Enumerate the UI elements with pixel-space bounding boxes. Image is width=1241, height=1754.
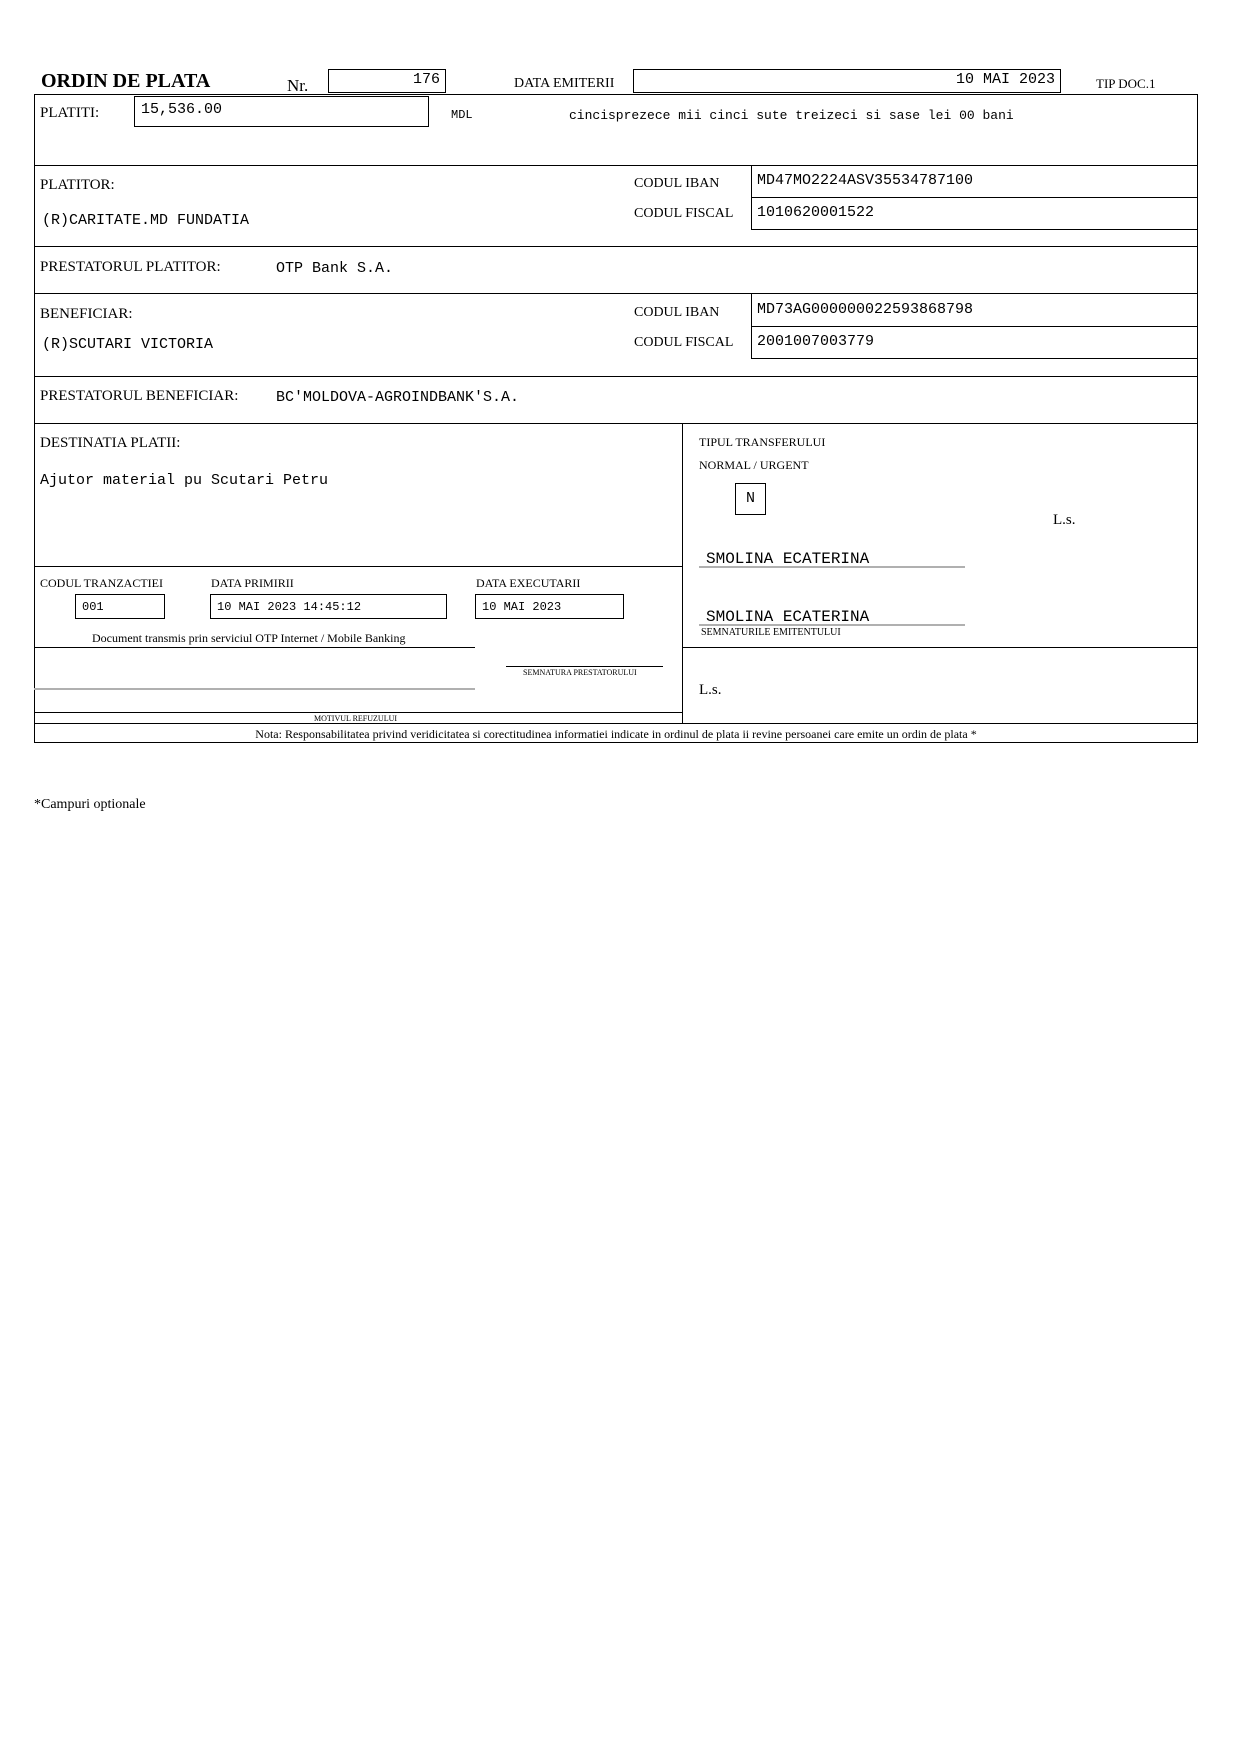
stamp-place-bottom: L.s. [699,682,722,698]
currency: MDL [451,108,473,122]
beneficiary-fiscal-label: CODUL FISCAL [634,335,734,350]
transfer-type-label: TIPUL TRANSFERULUI [699,435,826,449]
refusal-reason-label: MOTIVUL REFUZULUI [314,714,398,723]
beneficiary-iban-label: CODUL IBAN [634,305,720,320]
payer-iban-value: MD47MO2224ASV35534787100 [757,172,974,189]
payer-provider-label: PRESTATORUL PLATITOR: [40,259,221,275]
payer-fiscal-label: CODUL FISCAL [634,206,734,221]
issuer-signature-2: SMOLINA ECATERINA [706,608,870,626]
issue-date-label: DATA EMITERII [514,76,615,91]
provider-signature-label: SEMNATURA PRESTATORULUI [523,668,637,677]
transaction-code-value: 001 [82,600,104,614]
form-frame [34,94,1198,724]
amount-value: 15,536.00 [141,101,223,118]
doc-type-label: TIP DOC.1 [1096,76,1156,91]
transaction-code-label: CODUL TRANZACTIEI [40,576,163,590]
document-title: ORDIN DE PLATA [41,70,211,92]
transfer-type-value: N [745,490,755,507]
nr-value: 176 [412,71,440,88]
beneficiary-fiscal-value: 2001007003779 [757,333,875,350]
received-date-label: DATA PRIMIRII [211,576,294,590]
beneficiary-label: BENEFICIAR: [40,306,133,322]
payer-fiscal-value: 1010620001522 [757,204,875,221]
beneficiary-name: (R)SCUTARI VICTORIA [42,336,214,353]
beneficiary-provider-value: BC'MOLDOVA-AGROINDBANK'S.A. [276,389,520,406]
transmitted-note: Document transmis prin serviciul OTP Internet / Mobile Banking [92,631,406,645]
footer-note: Nota: Responsabilitatea privind veridicitatea si corectitudinea informatiei indicate in ordinul de plata ii revine persoanei care emite un ordin de plata * [255,727,977,741]
optional-fields-note: *Campuri optionale [34,797,146,812]
received-date-value: 10 MAI 2023 14:45:12 [217,600,362,614]
payer-name: (R)CARITATE.MD FUNDATIA [42,212,250,229]
issue-date-value: 10 MAI 2023 [955,71,1055,88]
executed-date-label: DATA EXECUTARII [476,576,581,590]
destination-label: DESTINATIA PLATII: [40,435,181,451]
amount-in-words: cincisprezece mii cinci sute treizeci si sase lei 00 bani [569,108,1014,123]
nr-label: Nr. [287,76,309,95]
executed-date-value: 10 MAI 2023 [482,600,562,614]
destination-value: Ajutor material pu Scutari Petru [40,472,329,489]
beneficiary-iban-value: MD73AG000000022593868798 [757,301,974,318]
payer-provider-value: OTP Bank S.A. [276,260,394,277]
beneficiary-provider-label: PRESTATORUL BENEFICIAR: [40,388,239,404]
issuer-signatures-label: SEMNATURILE EMITENTULUI [701,627,841,638]
payer-label: PLATITOR: [40,177,115,193]
stamp-place-top: L.s. [1053,512,1076,528]
issuer-signature-1: SMOLINA ECATERINA [706,550,870,568]
payment-label: PLATITI: [40,105,100,121]
transfer-options-label: NORMAL / URGENT [699,458,809,472]
payer-iban-label: CODUL IBAN [634,176,720,191]
